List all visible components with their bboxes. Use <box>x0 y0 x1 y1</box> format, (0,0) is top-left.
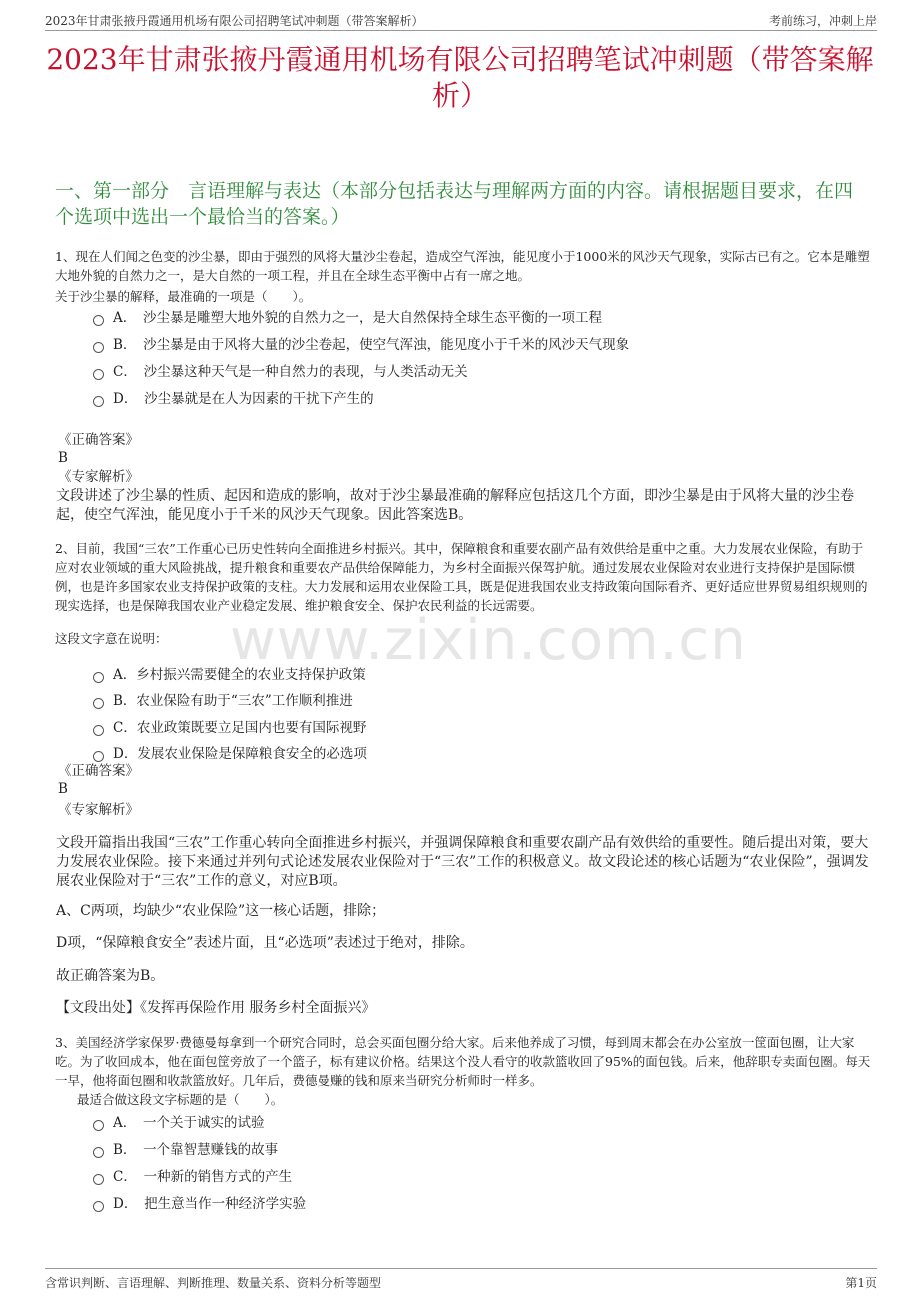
q1-analysis: 文段讲述了沙尘暴的性质、起因和造成的影响，故对于沙尘暴最准确的解释应包括这几个方面，即沙尘暴是由于风将大量的沙尘卷起，使空气浑浊，能见度小于千米的风沙天气现象。因此答案选B。 <box>56 488 854 523</box>
radio-icon[interactable] <box>93 672 104 683</box>
q2-option-d[interactable]: D．发展农业保险是保障粮食安全的必选项 <box>93 745 367 763</box>
page-title: 2023年甘肃张掖丹霞通用机场有限公司招聘笔试冲刺题（带答案解析） <box>46 43 874 112</box>
radio-icon[interactable] <box>93 1201 104 1212</box>
q1-analysis-label: 《专家解析》 <box>58 469 139 485</box>
q3-option-c[interactable]: C． 一种新的销售方式的产生 <box>93 1168 292 1186</box>
question-1-ask: 关于沙尘暴的解释，最准确的一项是（ ）。 <box>55 289 312 304</box>
q2-source: 【文段出处】《发挥再保险作用 服务乡村全面振兴》 <box>56 1000 376 1016</box>
radio-icon[interactable] <box>93 396 104 407</box>
q3-option-b[interactable]: B． 一个靠智慧赚钱的故事 <box>93 1141 278 1159</box>
page-footer <box>45 1268 877 1291</box>
q3-option-d[interactable]: D． 把生意当作一种经济学实验 <box>93 1195 306 1213</box>
q1-answer: B <box>58 450 68 466</box>
radio-icon[interactable] <box>93 315 104 326</box>
q2-answer: B <box>58 781 68 797</box>
question-2-text: 2、目前，我国“三农”工作重心已历史性转向全面推进乡村振兴。其中，保障粮食和重要农副产品有效供给是重中之重。大力发展农业保险，有助于应对农业领域的重大风险挑战，提升粮食和重要农产品供给保障能力，为乡村全面振兴保驾护航。通过发展农业保险对农业进行支持保护是国际惯例，也是许多国家农业支持保护政策的支柱。大力发展和运用农业保险工具，既是促进我国农业支持政策向国际看齐、更好适应世界贸易组织规则的现实选择，也是保障我国农业产业稳定发展、维护粮食安全、保护农民利益的长远需要。 <box>55 541 868 613</box>
radio-icon[interactable] <box>93 369 104 380</box>
q2-analysis: 文段开篇指出我国“三农”工作重心转向全面推进乡村振兴，并强调保障粮食和重要农副产品有效供给的重要性。随后提出对策，要大力发展农业保险。接下来通过并列句式论述发展农业保险对于“三农”工作的积极意义。故文段论述的核心话题为“农业保险”，强调发展农业保险对于“三农”工作的意义，对应B项。 <box>56 835 869 889</box>
radio-icon[interactable] <box>93 751 104 762</box>
header-doc-title: 2023年甘肃张掖丹霞通用机场有限公司招聘笔试冲刺题（带答案解析） <box>45 14 424 28</box>
radio-icon[interactable] <box>93 725 104 736</box>
question-3-ask: 最适合做这段文字标题的是（ ）。 <box>77 1092 284 1107</box>
watermark: www.zixin.com.cn <box>230 608 747 673</box>
q2-answer-label: 《正确答案》 <box>58 763 139 779</box>
footer-topics: 含常识判断、言语理解、判断推理、数量关系、资料分析等题型 <box>45 1276 382 1290</box>
q1-answer-label: 《正确答案》 <box>58 432 139 448</box>
q2-analysis-p2: A、C两项，均缺少“农业保险”这一核心话题，排除； <box>56 903 386 919</box>
page-number: 第1页 <box>845 1276 877 1290</box>
q2-analysis-p4: 故正确答案为B。 <box>56 968 165 984</box>
q3-option-a[interactable]: A． 一个关于诚实的试验 <box>93 1114 265 1132</box>
header-slogan: 考前练习，冲刺上岸 <box>768 14 877 28</box>
question-3-text: 3、美国经济学家保罗·费德曼每拿到一个研究合同时，总会买面包圈分给大家。后来他养成了习惯，每到周末都会在办公室放一筐面包圈，让大家吃。为了收回成本，他在面包筐旁放了一个篮子，标有建议价格。结果这个没人看守的收款篮收回了95%的面包钱。后来，他辞职专卖面包圈。每天一早，他将面包圈和收款篮放好。几年后，费德曼赚的钱和原来当研究分析师时一样多。 <box>55 1035 871 1088</box>
page-header <box>45 12 877 31</box>
radio-icon[interactable] <box>93 698 104 709</box>
section-heading: 一、第一部分 言语理解与表达（本部分包括表达与理解两方面的内容。请根据题目要求，在四个选项中选出一个最恰当的答案。） <box>55 180 854 228</box>
radio-icon[interactable] <box>93 1147 104 1158</box>
q2-analysis-label: 《专家解析》 <box>58 802 139 818</box>
q2-option-b[interactable]: B．农业保险有助于“三农”工作顺利推进 <box>93 692 353 710</box>
question-1-text: 1、现在人们闻之色变的沙尘暴，即由于强烈的风将大量沙尘卷起，造成空气浑浊，能见度小于1000米的风沙天气现象，实际古已有之。它本是雕塑大地外貌的自然力之一，是大自然的一项工程，并且在全球生态平衡中占有一席之地。 <box>55 249 870 283</box>
radio-icon[interactable] <box>93 342 104 353</box>
question-2-ask: 这段文字意在说明： <box>55 631 168 646</box>
q2-analysis-p3: D项，“保障粮食安全”表述片面，且“必选项”表述过于绝对，排除。 <box>56 935 474 951</box>
q1-option-c[interactable]: C． 沙尘暴这种天气是一种自然力的表现，与人类活动无关 <box>93 363 468 381</box>
q1-option-b[interactable]: B． 沙尘暴是由于风将大量的沙尘卷起，使空气浑浊，能见度小于千米的风沙天气现象 <box>93 336 629 354</box>
q1-option-d[interactable]: D． 沙尘暴就是在人为因素的干扰下产生的 <box>93 390 374 408</box>
q2-option-a[interactable]: A．乡村振兴需要健全的农业支持保护政策 <box>93 666 366 684</box>
q1-option-a[interactable]: A． 沙尘暴是雕塑大地外貌的自然力之一，是大自然保持全球生态平衡的一项工程 <box>93 309 602 327</box>
radio-icon[interactable] <box>93 1174 104 1185</box>
q2-option-c[interactable]: C．农业政策既要立足国内也要有国际视野 <box>93 719 366 737</box>
radio-icon[interactable] <box>93 1120 104 1131</box>
